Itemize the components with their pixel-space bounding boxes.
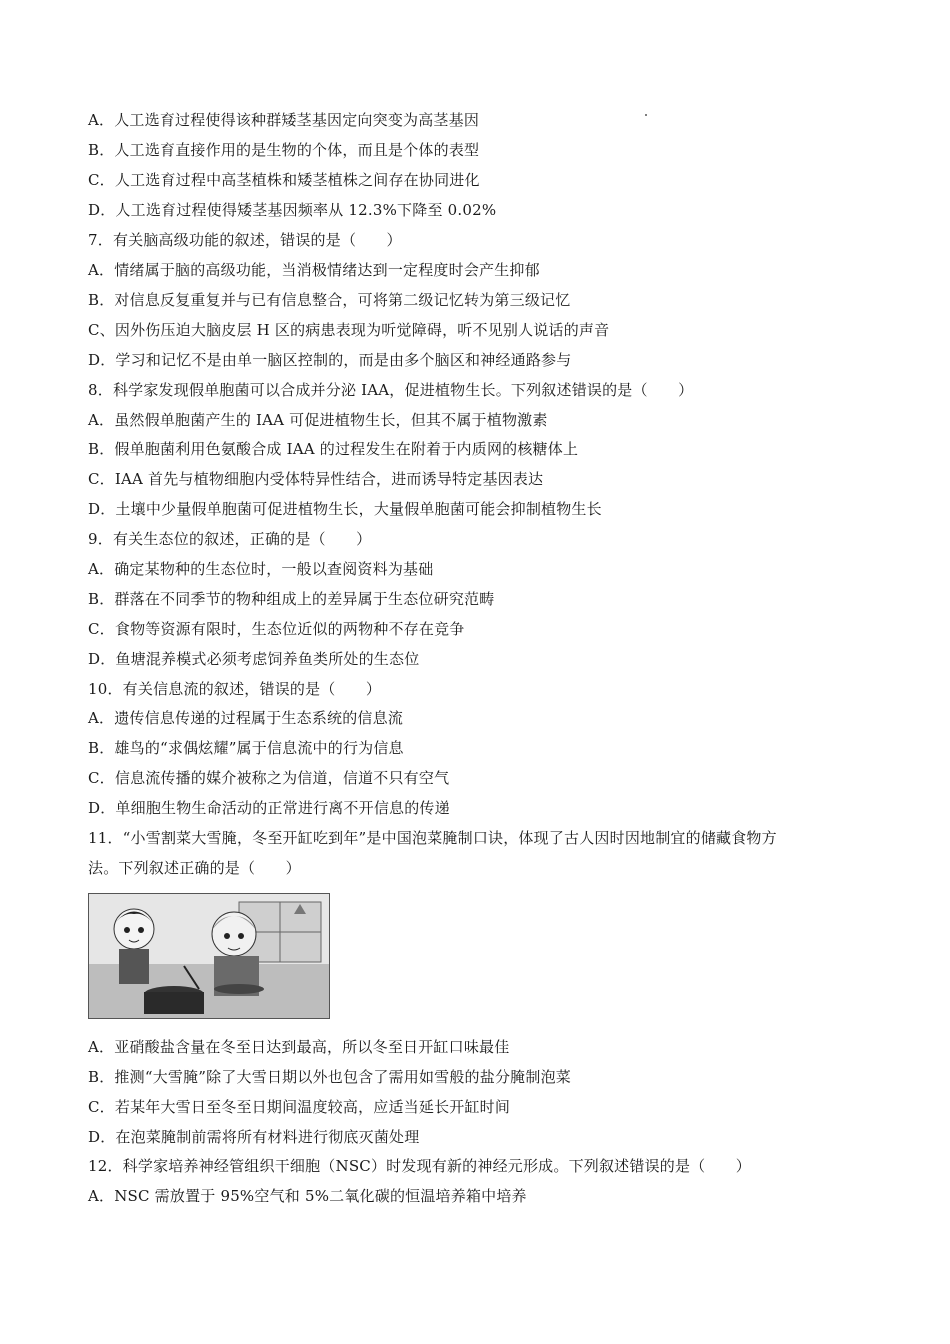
q11-option-d: D．在泡菜腌制前需将所有材料进行彻底灭菌处理 xyxy=(88,1128,420,1146)
q6-option-b: B．人工选育直接作用的是生物的个体，而且是个体的表型 xyxy=(88,141,480,159)
q8-option-d: D．土壤中少量假单胞菌可促进植物生长，大量假单胞菌可能会抑制植物生长 xyxy=(88,500,602,518)
q10-option-a: A．遗传信息传递的过程属于生态系统的信息流 xyxy=(88,709,404,727)
q12-stem: 12．科学家培养神经管组织干细胞（NSC）时发现有新的神经元形成。下列叙述错误的是（ ） xyxy=(88,1157,751,1175)
q10-option-d: D．单细胞生物生命活动的正常进行离不开信息的传递 xyxy=(88,799,450,817)
q10-option-b: B．雄鸟的“求偶炫耀”属于信息流中的行为信息 xyxy=(88,739,404,757)
q6-option-c: C．人工选育过程中高茎植株和矮茎植株之间存在协同进化 xyxy=(88,171,480,189)
q8-stem: 8．科学家发现假单胞菌可以合成并分泌 IAA，促进植物生长。下列叙述错误的是（ ） xyxy=(88,381,694,399)
q11-option-a: A．亚硝酸盐含量在冬至日达到最高，所以冬至日开缸口味最佳 xyxy=(88,1038,510,1056)
q8-option-b: B．假单胞菌利用色氨酸合成 IAA 的过程发生在附着于内质网的核糖体上 xyxy=(88,440,579,458)
q8-option-c: C．IAA 首先与植物细胞内受体特异性结合，进而诱导特定基因表达 xyxy=(88,470,544,488)
q7-option-b: B．对信息反复重复并与已有信息整合，可将第二级记忆转为第三级记忆 xyxy=(88,291,571,309)
q7-option-a: A．情绪属于脑的高级功能，当消极情绪达到一定程度时会产生抑郁 xyxy=(88,261,540,279)
q11-option-c: C．若某年大雪日至冬至日期间温度较高，应适当延长开缸时间 xyxy=(88,1098,511,1116)
q9-option-a: A．确定某物种的生态位时，一般以查阅资料为基础 xyxy=(88,560,434,578)
q7-stem: 7．有关脑高级功能的叙述，错误的是（ ） xyxy=(88,231,402,249)
scan-speck xyxy=(645,114,647,116)
q11-option-b: B．推测“大雪腌”除了大雪日期以外也包含了需用如雪般的盐分腌制泡菜 xyxy=(88,1068,571,1086)
q8-option-a: A．虽然假单胞菌产生的 IAA 可促进植物生长，但其不属于植物激素 xyxy=(88,411,548,429)
q9-option-d: D．鱼塘混养模式必须考虑饲养鱼类所处的生态位 xyxy=(88,650,420,668)
q12-option-a: A．NSC 需放置于 95%空气和 5%二氧化碳的恒温培养箱中培养 xyxy=(88,1187,527,1205)
q10-option-c: C．信息流传播的媒介被称之为信道，信道不只有空气 xyxy=(88,769,450,787)
q6-option-a: A．人工选育过程使得该种群矮茎基因定向突变为高茎基因 xyxy=(88,111,480,129)
q7-option-d: D．学习和记忆不是由单一脑区控制的，而是由多个脑区和神经通路参与 xyxy=(88,351,572,369)
q9-option-b: B．群落在不同季节的物种组成上的差异属于生态位研究范畴 xyxy=(88,590,495,608)
q11-stem-line1: 11．“小雪割菜大雪腌，冬至开缸吃到年”是中国泡菜腌制口诀，体现了古人因时因地制宜的储藏食物方 xyxy=(88,829,777,847)
pickling-illustration-drawing xyxy=(89,894,329,1018)
q10-stem: 10．有关信息流的叙述，错误的是（ ） xyxy=(88,680,382,698)
q9-stem: 9．有关生态位的叙述，正确的是（ ） xyxy=(88,530,372,548)
q6-option-d: D．人工选育过程使得矮茎基因频率从 12.3%下降至 0.02% xyxy=(88,201,497,219)
q11-stem-line2: 法。下列叙述正确的是（ ） xyxy=(88,859,301,877)
q7-option-c: C、因外伤压迫大脑皮层 H 区的病患表现为听觉障碍，听不见别人说话的声音 xyxy=(88,321,610,339)
q9-option-c: C．食物等资源有限时，生态位近似的两物种不存在竞争 xyxy=(88,620,465,638)
pickling-illustration xyxy=(88,893,330,1019)
